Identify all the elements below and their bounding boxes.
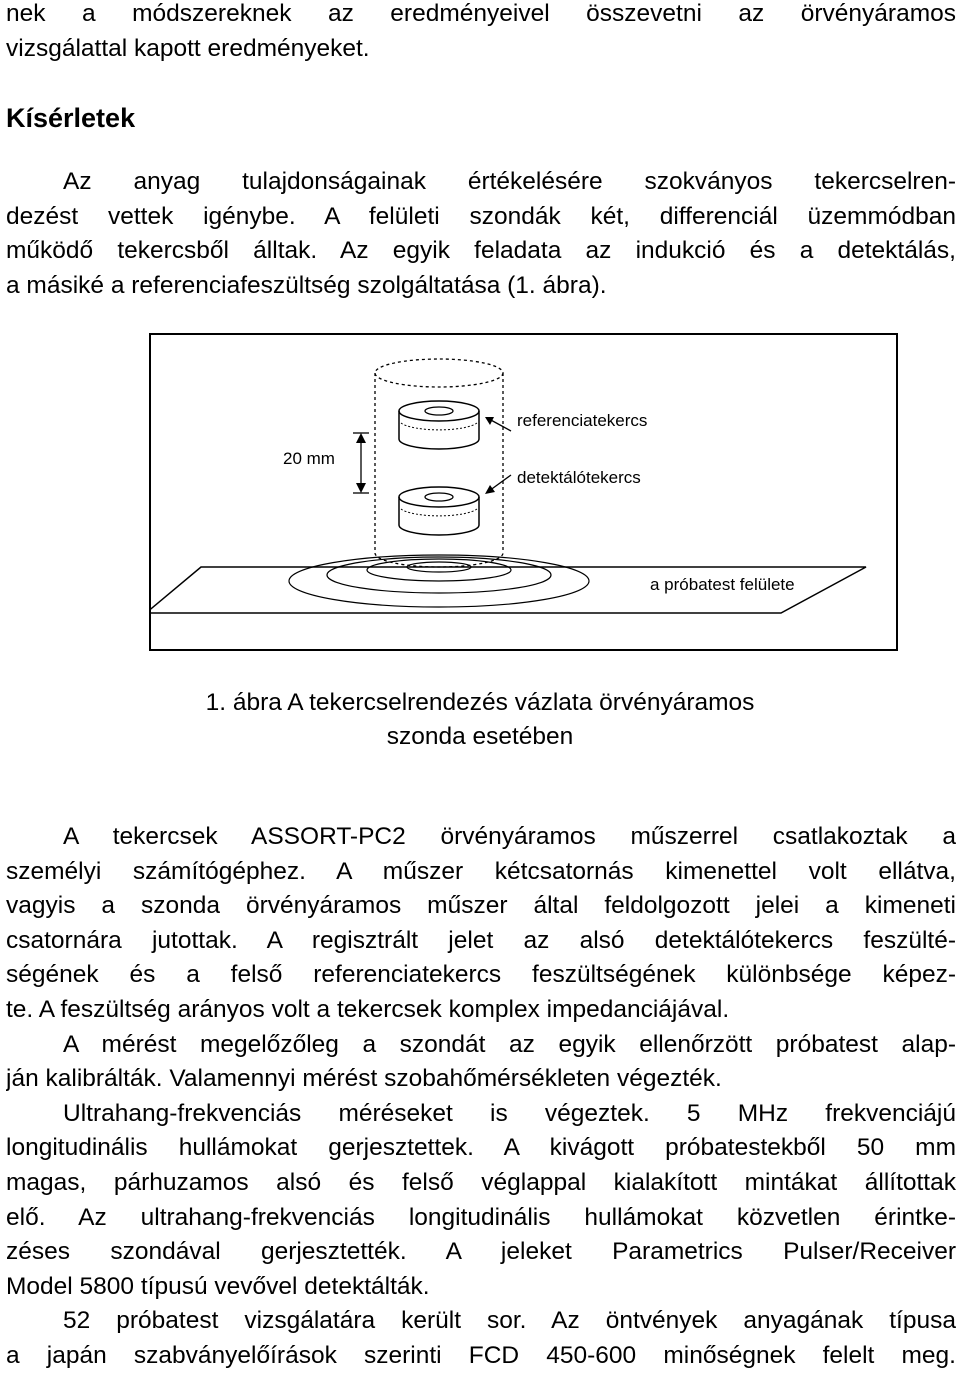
housing-top: [375, 359, 503, 387]
text-line: A mérést megelőzőleg a szondát az egyik ellenőrzött próbatest alap-: [63, 1030, 956, 1058]
text-line: dezést vettek igénybe. A felületi szondák két, differenciál üzemmódban: [6, 202, 956, 230]
reference-arrow: [485, 417, 511, 431]
text-line: ségének és a felső referenciatekercs feszültségének különbsége képez-: [6, 961, 956, 989]
text-line: elő. Az ultrahang-frekvenciás longitudinális hullámokat közvetlen érintke-: [6, 1203, 956, 1231]
text-line: A tekercsek ASSORT-PC2 örvényáramos műszerrel csatlakoztak a: [63, 823, 956, 850]
text-line: csatornára jutottak. A regisztrált jelet az alsó detektálótekercs feszülté-: [6, 926, 956, 954]
text-line: vizsgálattal kapott eredményeket.: [6, 34, 370, 62]
text-line: magas, párhuzamos alsó és felső véglappal kialakított mintákat állítottak: [6, 1168, 956, 1196]
figure-caption: [0, 686, 960, 754]
intro-paragraph: [6, 0, 956, 66]
text-line: ján kalibrálták. Valamennyi mérést szobahőmérsékleten végezték.: [6, 1065, 722, 1093]
paragraph-instrument: [6, 820, 956, 1374]
detector-coil: [399, 487, 479, 535]
figure-coil-arrangement: [149, 333, 898, 651]
dimension-label: 20 mm: [283, 449, 335, 468]
section-heading: Kísérletek: [6, 103, 136, 133]
text-line: a japán szabványelőírások szerinti FCD 450-600 minőségnek felelt meg.: [6, 1341, 956, 1369]
text-line: nek a módszereknek az eredményeivel összevetni az örvényáramos: [6, 0, 956, 27]
text-line: működő tekercsből álltak. Az egyik feladata az indukció és a detektálás,: [6, 237, 956, 265]
dimension-marker: [353, 433, 369, 493]
text-line: longitudinális hullámokat gerjesztettek. A kivágott próbatestekből 50 mm: [6, 1134, 956, 1162]
reference-coil-label: referenciatekercs: [517, 411, 648, 430]
text-line: 52 próbatest vizsgálatára került sor. Az öntvények anyagának típusa: [63, 1307, 956, 1335]
surface-label: a próbatest felülete: [650, 575, 795, 594]
text-line: Ultrahang-frekvenciás méréseket is végeztek. 5 MHz frekvenciájú: [63, 1099, 956, 1127]
detector-coil-label: detektálótekercs: [517, 468, 641, 487]
caption-line: szonda esetében: [386, 723, 574, 750]
text-line: személyi számítógéphez. A műszer kétcsatornás kimenettel volt ellátva,: [6, 857, 956, 885]
text-line: zéses szondával gerjesztették. A jeleket Parametrics Pulser/Receiver: [6, 1238, 956, 1266]
reference-coil: [399, 401, 479, 449]
caption-line: 1. ábra A tekercselrendezés vázlata örvényáramos: [205, 689, 755, 716]
coil-diagram: [151, 335, 896, 649]
paragraph-coil-setup: [6, 165, 956, 303]
detector-arrow: [485, 475, 511, 494]
text-line: a másiké a referenciafeszültség szolgáltatása (1. ábra).: [6, 271, 607, 299]
text-line: te. A feszültség arányos volt a tekercsek komplex impedanciájával.: [6, 995, 730, 1023]
text-line: Model 5800 típusú vevővel detektálták.: [6, 1272, 430, 1300]
text-line: Az anyag tulajdonságainak értékelésére szokványos tekercselren-: [63, 168, 956, 195]
text-line: vagyis a szonda örvényáramos műszer által feldolgozott jelei a kimeneti: [6, 892, 956, 920]
